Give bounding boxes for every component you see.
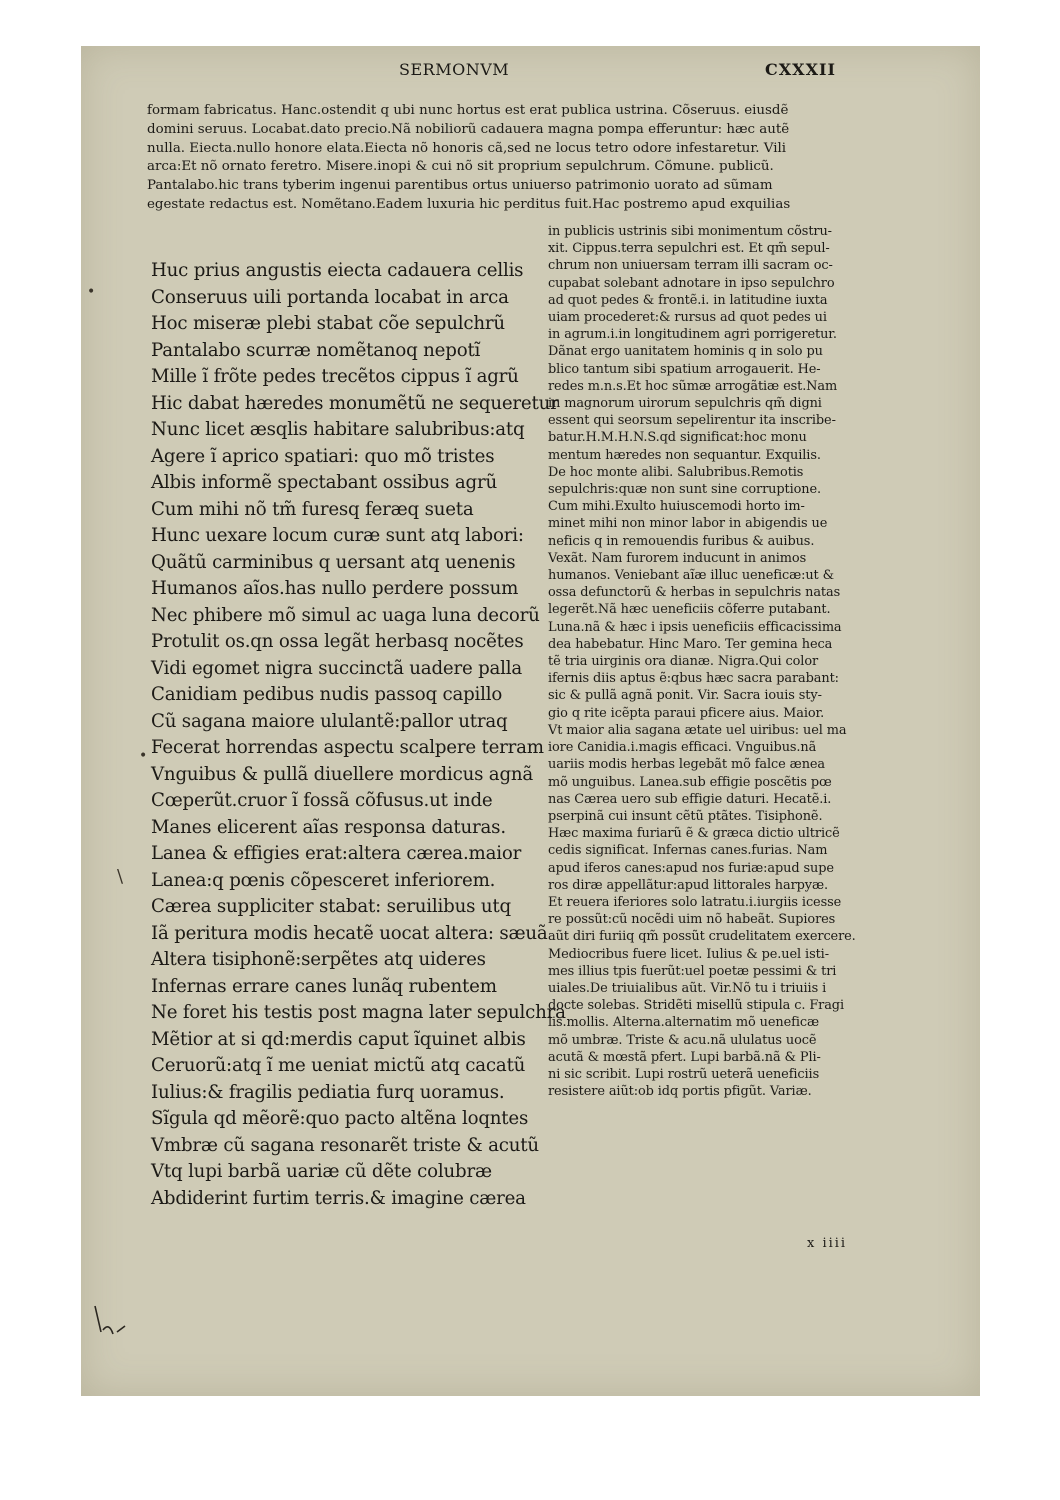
verse-line: Ceruorũ:atq ĩ me ueniat mictũ atq cacatũ [151,1055,526,1076]
side-commentary-line: acutã & mœstã pfert. Lupi barbã.nã & Pli- [548,1049,821,1065]
page-header [81,60,980,84]
verse-line: Agere ĩ aprico spatiari: quo mõ tristes [151,445,495,467]
verse-line: Humanos aĩos.has nullo perdere possum [151,578,519,599]
side-commentary-line: Et reuera iferiores solo latratu.i.iurgiis icesse [548,894,842,910]
side-commentary-line: Vexãt. Nam furorem inducunt in animos [548,550,807,566]
side-commentary-line: Cum mihi.Exulto huiuscemodi horto im- [548,499,805,515]
verse-line: Albis informẽ spectabant ossibus agrũ [151,472,497,493]
side-commentary-line: in magnorum uirorum sepulchris qm̃ digni [548,396,822,412]
verse-line: Lanea & effigies erat:altera cærea.maior [151,843,522,864]
side-commentary-line: dea habebatur. Hinc Maro. Ter gemina heca [548,636,833,652]
side-commentary-line: aũt diri furiiq qm̃ possũt crudelitatem exercere. [548,929,856,945]
verse-line: Hunc uexare locum curæ sunt atq labori: [151,525,524,546]
top-commentary-line: nulla. Eiecta.nullo honore elata.Eiecta nõ honoris cã,sed ne locus tetro odore infestaretur. Vili [147,140,787,156]
side-commentary-line: cupabat solebant adnotare in ipso sepulchro [548,275,835,291]
top-commentary-line: formam fabricatus. Hanc.ostendit q ubi nunc hortus est erat publica ustrina. Cõseruus. eiusdẽ [147,103,789,118]
side-commentary-line: uiales.De triuialibus aũt. Vir.Nõ tu i triuiis i [548,980,827,996]
side-commentary-line: Vt maior alia sagana ætate uel uiribus: uel ma [548,722,847,738]
verse-line: Quãtũ carminibus q uersant atq uenenis [151,551,516,573]
side-commentary-line: humanos. Veniebant aĩæ illuc ueneficæ:ut & [548,568,835,584]
side-commentary-line: legerẽt.Nã hæc ueneficiis cõferre putabant. [548,602,831,618]
signature-mark: x iiii [807,1236,848,1251]
side-commentary-line: ni sic scribit. Lupi rostrũ ueterã ueneficiis [548,1066,820,1082]
verse-line: Pantalabo scurræ nomẽtanoq nepotĩ [151,339,481,361]
verse-line: Iulius:& fragilis pediatia furq uoramus. [151,1081,505,1103]
side-commentary-line: chrum non uniuersam terram illi sacram oc- [548,258,833,274]
verse-line: Protulit os.qn ossa legãt herbasq nocẽtes [151,631,524,652]
margin-asterisk: • [139,748,148,764]
side-commentary-line: Dãnat ergo uanitatem hominis q in solo pu [548,344,823,360]
side-commentary-line: redes m.n.s.Et hoc sũmæ arrogãtiæ est.Nam [548,378,838,394]
side-commentary-line: sic & pullã agnã ponit. Vir. Sacra iouis sty- [548,688,822,704]
book-page [81,46,980,1396]
side-commentary-line: in publicis ustrinis sibi monimentum cõstru- [548,224,832,239]
side-commentary-line: De hoc monte alibi. Salubribus.Remotis [548,464,804,480]
top-commentary-line: egestate redactus est. Nomẽtano.Eadem luxuria hic perditus fuit.Hac postremo apud exquilias [147,196,791,212]
margin-dot: • [87,284,96,300]
verse-line: Mẽtior at si qd:merdis caput ĩquinet albis [151,1028,526,1050]
side-commentary-line: minet mihi non minor labor in abigendis ue [548,516,828,532]
side-commentary-line: essent qui seorsum sepelirentur ita inscribe- [548,413,836,429]
side-commentary-line: cedis significat. Infernas canes.furias. Nam [548,843,828,859]
verse-line: Hic dabat hæredes monumẽtũ ne sequeretur [151,392,559,414]
side-commentary-line: mõ umbræ. Triste & acu.nã ululatus uocẽ [548,1032,817,1048]
verse-line: Nunc licet æsqlis habitare salubribus:atq [151,419,525,440]
side-commentary-line: blico tantum sibi spatium arrogauerit. He- [548,361,821,377]
verse-line: Abdiderint furtim terris.& imagine cærea [151,1187,526,1209]
verse-line: Mille ĩ frõte pedes trecẽtos cippus ĩ agrũ [151,366,519,387]
folio-number: CXXXII [765,60,836,79]
side-commentary-line: gio q rite icẽpta paraui pficere aius. Maior. [548,705,825,721]
side-commentary-line: Hæc maxima furiarũ ẽ & græca dictio ultricẽ [548,826,840,842]
running-title: SERMONVM [399,60,510,79]
side-commentary [548,223,883,1100]
verse-line: Nec phibere mõ simul ac uaga luna decorũ [151,604,540,626]
verse-line: Infernas errare canes lunãq rubentem [151,975,497,997]
side-commentary-line: mõ unguibus. Lanea.sub effigie poscẽtis pœ [548,774,832,790]
side-commentary-line: mes illius tpis fuerũt:uel poetæ pessimi & tri [548,963,837,979]
verse-line: Cœperũt.cruor ĩ fossã cõfusus.ut inde [151,790,493,811]
side-commentary-line: neficis q in remouendis furibus & auibus. [548,533,815,549]
verse-line: Lanea:q pœnis cõpesceret inferiorem. [151,869,496,891]
side-commentary-line: uariis modis herbas legebãt mõ falce ænea [548,757,826,773]
side-commentary-line: pserpinã cui insunt cẽtũ ptãtes. Tisiphonẽ. [548,808,823,824]
side-commentary-line: ros diræ appellãtur:apud littorales harpyæ. [548,877,828,893]
side-commentary-line: mentum hæredes non sequantur. Exquilis. [548,447,821,463]
verse-line: Vnguibus & pullã diuellere mordicus agnã [151,763,534,785]
top-commentary-line: domini seruus. Locabat.dato precio.Nã nobiliorũ cadauera magna pompa efferuntur: hæc autẽ [147,121,790,137]
verse-line: Fecerat horrendas aspectu scalpere terram [151,737,544,758]
side-commentary-line: batur.H.M.H.N.S.qd significat:hoc monu [548,430,807,446]
side-commentary-line: xit. Cippus.terra sepulchri est. Et qm̃ sepul- [548,241,830,257]
verse-line: Iã peritura modis hecatẽ uocat altera: sæuã [151,922,548,944]
side-commentary-line: lis.mollis. Alterna.alternatim mõ ueneficæ [548,1015,819,1031]
verse-line: Hoc miseræ plebi stabat cõe sepulchrũ [151,313,505,334]
side-commentary-line: docte solebas. Stridẽti misellũ stipula c. Fragi [548,998,844,1014]
verse-line: Canidiam pedibus nudis passoq capillo [151,684,503,705]
side-commentary-line: uiam procederet:& rursus ad quot pedes ui [548,310,827,326]
verse-line: Cum mihi nõ tm̃ furesq feræq sueta [151,498,474,520]
verse-line: Ne foret his testis post magna later sepulchra [151,1002,566,1023]
verse-line: Huc prius angustis eiecta cadauera cellis [151,260,524,281]
margin-stroke: \ [117,866,124,887]
verse-line: Vtq lupi barbã uariæ cũ dẽte colubræ [151,1161,492,1182]
verse-line: Conseruus uili portanda locabat in arca [151,286,509,308]
verse-line: Cærea suppliciter stabat: seruilibus utq [151,896,511,917]
side-commentary-line: ad quot pedes & frontẽ.i. in latitudine iuxta [548,292,828,308]
side-commentary-line: iore Canidia.i.magis efficaci. Vnguibus.nã [548,740,817,756]
side-commentary-line: nas Cærea uero sub effigie daturi. Hecatẽ.i. [548,791,832,807]
side-commentary-line: Mediocribus fuere licet. Iulius & pe.uel isti- [548,946,829,962]
side-commentary-line: tẽ tria uirginis ora dianæ. Nigra.Qui color [548,654,819,670]
side-commentary-line: re possũt:cũ nocẽdi uim nõ habeãt. Supiores [548,912,836,928]
marginal-scribble [91,1302,141,1342]
side-commentary-line: resistere aiũt:ob idq portis pfigũt. Variæ. [548,1084,812,1100]
verse-column [151,258,566,1212]
verse-line: Sĩgula qd mẽorẽ:quo pacto altẽna loqntes [151,1108,529,1129]
verse-line: Vmbræ cũ sagana resonarẽt triste & acutũ [151,1134,539,1156]
verse-line: Vidi egomet nigra succinctã uadere palla [151,657,523,679]
verse-line: Cũ sagana maiore ululantẽ:pallor utraq [151,710,508,732]
verse-line: Altera tisiphonẽ:serpẽtes atq uideres [151,949,486,970]
side-commentary-line: sepulchris:quæ non sunt sine corruptione. [548,482,822,498]
side-commentary-line: in agrum.i.in longitudinem agri porrigeretur. [548,327,837,343]
side-commentary-line: Luna.nã & hæc i ipsis ueneficiis efficacissima [548,619,842,635]
top-commentary [147,102,887,215]
side-commentary-line: ossa defunctorũ & herbas in sepulchris natas [548,585,841,601]
verse-line: Manes elicerent aĩas responsa daturas. [151,816,506,838]
side-commentary-line: ifernis diis aptus ẽ:qbus hæc sacra parabant: [548,671,839,687]
top-commentary-line: Pantalabo.hic trans tyberim ingenui parentibus ortus uniuerso patrimonio uorato ad sũmam [147,178,773,194]
side-commentary-line: apud iferos canes:apud nos furiæ:apud supe [548,860,834,876]
top-commentary-line: arca:Et nõ ornato feretro. Misere.inopi & cui nõ sit proprium sepulchrum. Cõmune. publicũ. [147,159,774,175]
